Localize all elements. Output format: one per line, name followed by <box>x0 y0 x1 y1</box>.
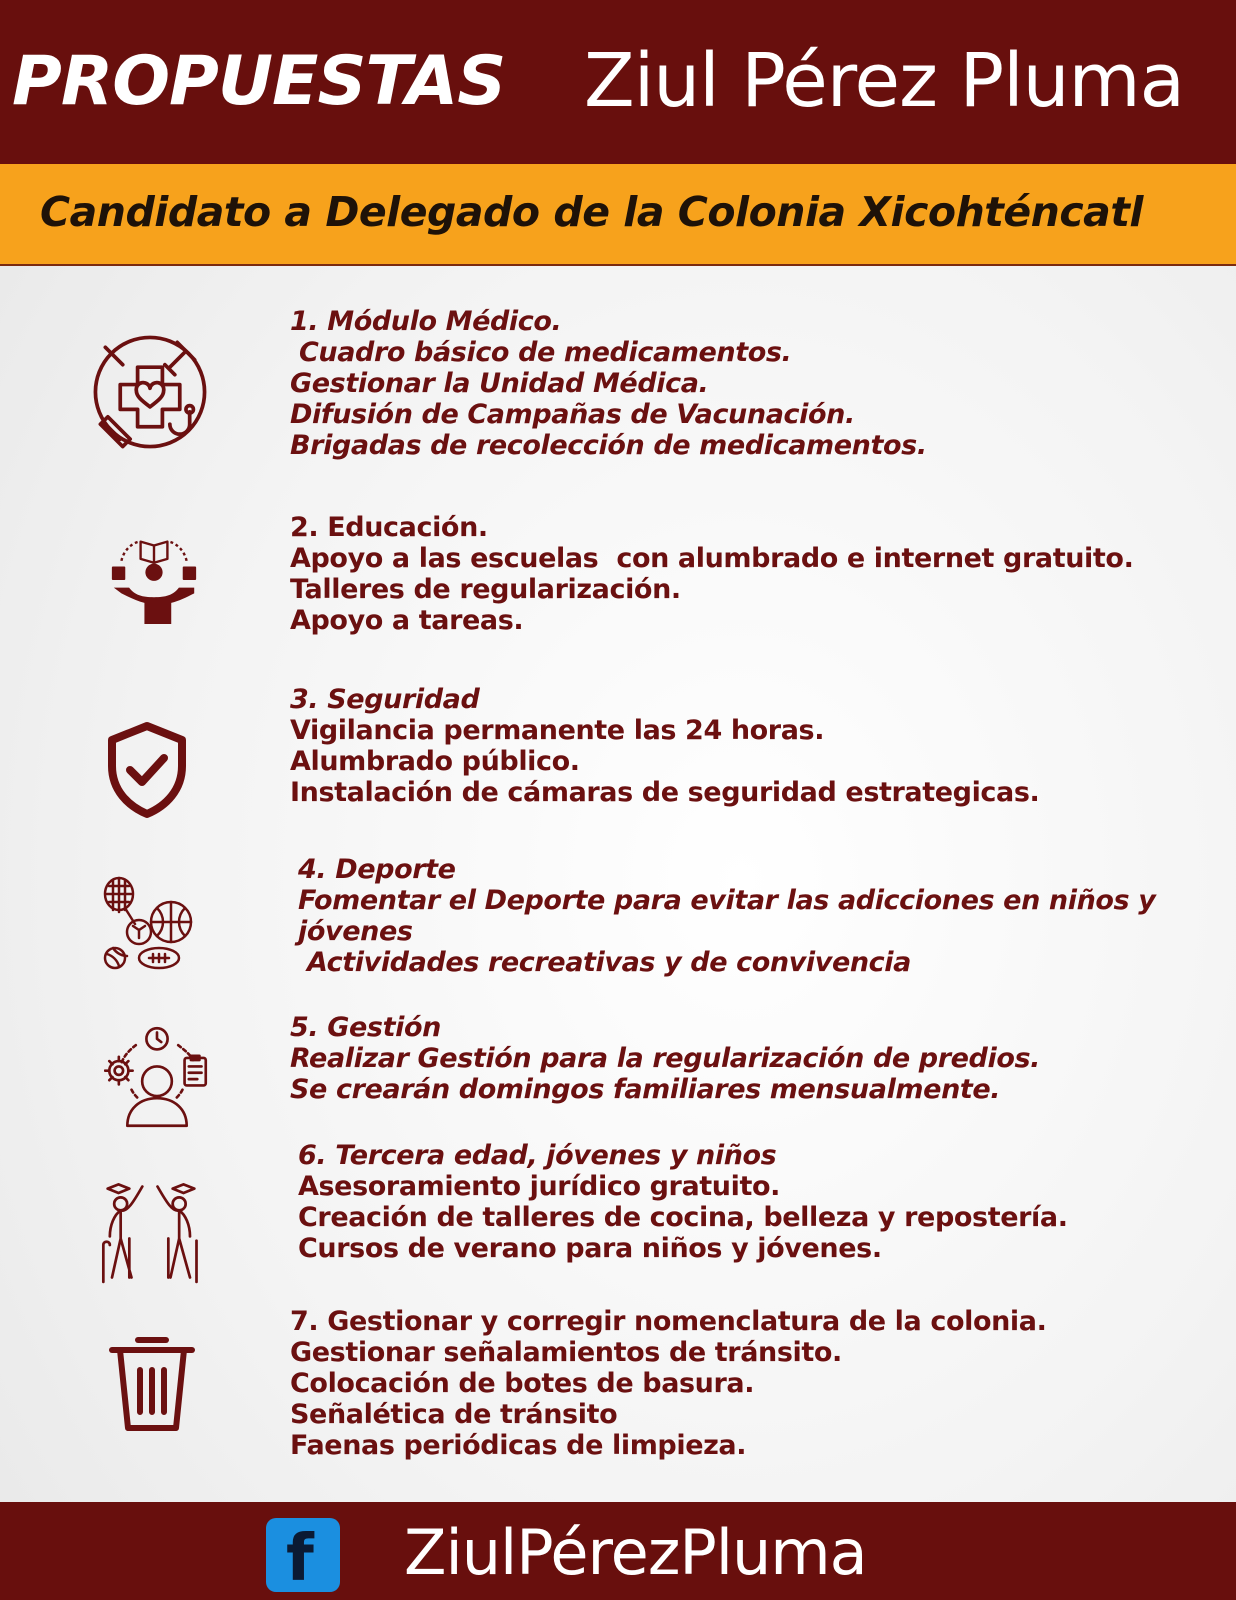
proposal-text <box>290 1306 1190 1461</box>
proposal-line: Fomentar el Deporte para evitar las adicciones en niños y <box>298 885 1156 916</box>
trash-bin-icon <box>106 1330 198 1434</box>
proposal-line: Asesoramiento jurídico gratuito. <box>298 1171 780 1202</box>
proposal-line: Cursos de verano para niños y jóvenes. <box>298 1233 882 1264</box>
candidate-position: Candidato a Delegado de la Colonia Xicohténcatl <box>40 188 1143 236</box>
proposal-line: 4. Deporte <box>298 854 456 885</box>
proposal-line: Faenas periódicas de limpieza. <box>290 1430 747 1461</box>
proposal-text <box>290 512 1190 636</box>
proposal-line: jóvenes <box>298 916 413 947</box>
proposal-line: Colocación de botes de basura. <box>290 1368 755 1399</box>
proposal-line: Alumbrado público. <box>290 746 580 777</box>
proposal-line: Realizar Gestión para la regularización de predios. <box>290 1043 1041 1074</box>
proposal-line: Talleres de regularización. <box>290 574 681 605</box>
proposal-line: 7. Gestionar y corregir nomenclatura de la colonia. <box>290 1306 1047 1337</box>
proposal-line: Se crearán domingos familiares mensualmente. <box>290 1074 1001 1105</box>
propuestas-title: PROPUESTAS <box>12 42 506 121</box>
proposal-line: Actividades recreativas y de convivencia <box>298 947 911 978</box>
proposal-text <box>290 1012 1190 1105</box>
proposal-line: Cuadro básico de medicamentos. <box>290 337 792 368</box>
candidate-name: Ziul Pérez Pluma <box>584 38 1184 124</box>
proposal-line: 5. Gestión <box>290 1012 441 1043</box>
proposal-text <box>290 306 1190 461</box>
proposal-line: Instalación de cámaras de seguridad estrategicas. <box>290 777 1040 808</box>
medical-cross-icon <box>88 330 212 454</box>
sports-balls-icon <box>100 876 202 976</box>
proposal-line: Apoyo a tareas. <box>290 605 524 636</box>
proposal-line: Gestionar la Unidad Médica. <box>290 368 709 399</box>
generations-people-icon <box>96 1180 206 1284</box>
education-reader-icon <box>106 534 202 624</box>
shield-check-icon <box>106 720 188 820</box>
management-person-icon <box>104 1024 210 1130</box>
facebook-handle[interactable]: ZiulPérezPluma <box>404 1516 867 1589</box>
proposal-line: Brigadas de recolección de medicamentos. <box>290 430 927 461</box>
proposal-line: 1. Módulo Médico. <box>290 306 562 337</box>
proposal-line: 3. Seguridad <box>290 684 480 715</box>
proposal-text <box>298 854 1198 978</box>
proposal-text <box>290 684 1190 808</box>
facebook-icon[interactable]: f <box>266 1518 340 1592</box>
header-banner <box>0 0 1236 164</box>
proposal-line: Gestionar señalamientos de tránsito. <box>290 1337 842 1368</box>
proposal-line: Creación de talleres de cocina, belleza y repostería. <box>298 1202 1068 1233</box>
proposal-line: Vigilancia permanente las 24 horas. <box>290 715 825 746</box>
footer-banner <box>0 1502 1236 1600</box>
proposal-text <box>298 1140 1198 1264</box>
proposal-line: 2. Educación. <box>290 512 488 543</box>
proposal-line: Difusión de Campañas de Vacunación. <box>290 399 855 430</box>
proposal-line: Señalética de tránsito <box>290 1399 618 1430</box>
proposal-line: 6. Tercera edad, jóvenes y niños <box>298 1140 777 1171</box>
subheader-bar <box>0 164 1236 266</box>
proposal-line: Apoyo a las escuelas con alumbrado e internet gratuito. <box>290 543 1134 574</box>
